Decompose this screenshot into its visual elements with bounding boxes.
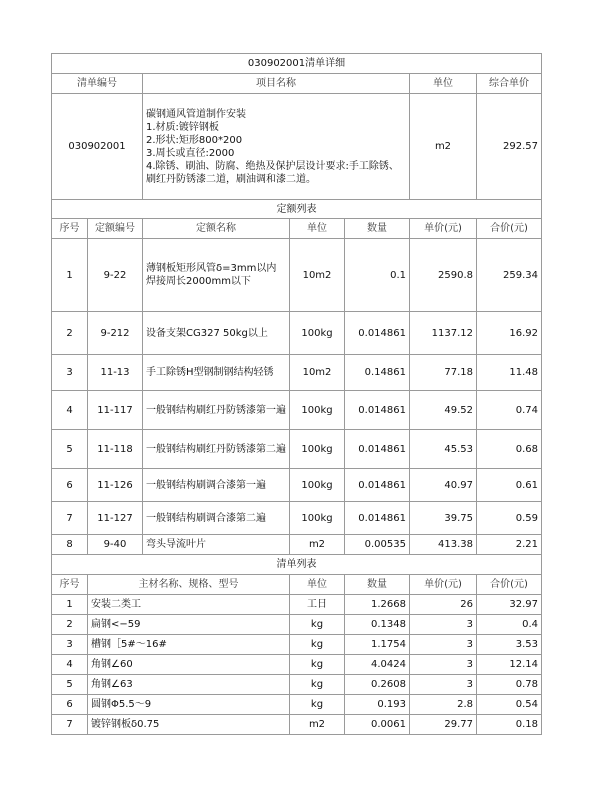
quota-header-cell: 定额编号 <box>88 219 143 239</box>
quota-cell: 100kg <box>290 469 345 502</box>
quota-header-cell: 定额名称 <box>143 219 290 239</box>
quota-cell: 1 <box>52 239 88 312</box>
bill-detail-table <box>51 53 542 575</box>
quota-cell: 9-212 <box>88 312 143 355</box>
materials-cell: 3 <box>410 655 477 675</box>
col-header-unit: 单位 <box>410 74 477 94</box>
materials-cell: 26 <box>410 595 477 615</box>
materials-cell: 0.2608 <box>345 675 410 695</box>
materials-header-cell: 合价(元) <box>477 575 542 595</box>
quota-cell: 0.014861 <box>345 502 410 535</box>
materials-cell: kg <box>290 635 345 655</box>
quota-cell: 5 <box>52 430 88 469</box>
materials-header-row <box>52 575 542 595</box>
materials-cell: 0.18 <box>477 715 542 735</box>
materials-cell: 0.1348 <box>345 615 410 635</box>
materials-row <box>52 595 542 615</box>
quota-cell: 100kg <box>290 312 345 355</box>
quota-cell: 一般钢结构刷调合漆第一遍 <box>143 469 290 502</box>
quota-header-cell: 合价(元) <box>477 219 542 239</box>
materials-header-cell: 主材名称、规格、型号 <box>88 575 290 595</box>
quota-cell: 11-127 <box>88 502 143 535</box>
materials-row <box>52 615 542 635</box>
materials-cell: 3 <box>410 635 477 655</box>
materials-cell: 3 <box>410 675 477 695</box>
quota-cell: 100kg <box>290 391 345 430</box>
quota-header-cell: 单价(元) <box>410 219 477 239</box>
materials-row <box>52 715 542 735</box>
materials-cell: 角钢∠63 <box>88 675 290 695</box>
quota-cell: 11-117 <box>88 391 143 430</box>
materials-cell: 3.53 <box>477 635 542 655</box>
quota-header-row <box>52 219 542 239</box>
materials-header-cell: 单价(元) <box>410 575 477 595</box>
quota-cell: 设备支架CG327 50kg以上 <box>143 312 290 355</box>
quota-section-title: 定额列表 <box>52 200 542 219</box>
materials-cell: kg <box>290 615 345 635</box>
materials-cell: 0.78 <box>477 675 542 695</box>
materials-row <box>52 655 542 675</box>
quota-cell: 11-118 <box>88 430 143 469</box>
col-header-price: 综合单价 <box>477 74 542 94</box>
materials-cell: 3 <box>410 615 477 635</box>
quota-header-cell: 数量 <box>345 219 410 239</box>
materials-cell: 角钢∠60 <box>88 655 290 675</box>
materials-cell: 圆钢Φ5.5～9 <box>88 695 290 715</box>
quota-cell: 手工除锈H型钢制钢结构轻锈 <box>143 355 290 391</box>
quota-cell: 0.1 <box>345 239 410 312</box>
materials-cell: 槽钢［5#～16# <box>88 635 290 655</box>
materials-section-title: 清单列表 <box>52 555 542 575</box>
quota-cell: 40.97 <box>410 469 477 502</box>
materials-cell: 1.1754 <box>345 635 410 655</box>
quota-cell: 0.59 <box>477 502 542 535</box>
quota-cell: 7 <box>52 502 88 535</box>
materials-row <box>52 635 542 655</box>
materials-cell: 0.0061 <box>345 715 410 735</box>
item-row <box>52 94 542 200</box>
materials-cell: 2.8 <box>410 695 477 715</box>
quota-row <box>52 391 542 430</box>
materials-cell: 0.4 <box>477 615 542 635</box>
materials-cell: 安装二类工 <box>88 595 290 615</box>
quota-cell: 一般钢结构刷红丹防锈漆第二遍 <box>143 430 290 469</box>
col-header-name: 项目名称 <box>143 74 410 94</box>
materials-header-cell: 数量 <box>345 575 410 595</box>
materials-cell: 0.193 <box>345 695 410 715</box>
item-price: 292.57 <box>477 94 542 200</box>
quota-cell: 0.68 <box>477 430 542 469</box>
materials-row <box>52 695 542 715</box>
quota-cell: 0.014861 <box>345 312 410 355</box>
quota-cell: 10m2 <box>290 239 345 312</box>
quota-cell: 弯头导流叶片 <box>143 535 290 555</box>
quota-cell: 0.00535 <box>345 535 410 555</box>
item-code: 030902001 <box>52 94 143 200</box>
quota-cell: m2 <box>290 535 345 555</box>
materials-cell: kg <box>290 695 345 715</box>
item-description: 碳钢通风管道制作安装 1.材质:镀锌钢板 2.形状:矩形800*200 3.周长或直径:2000 4.除锈、刷油、防腐、绝热及保护层设计要求:手工除锈、刷红丹防锈漆二道，刷油调和漆二道。 <box>143 94 410 200</box>
quota-cell: 45.53 <box>410 430 477 469</box>
materials-header-cell: 序号 <box>52 575 88 595</box>
materials-cell: 2 <box>52 615 88 635</box>
quota-row <box>52 239 542 312</box>
quota-cell: 0.61 <box>477 469 542 502</box>
quota-cell: 3 <box>52 355 88 391</box>
quota-cell: 一般钢结构刷调合漆第二遍 <box>143 502 290 535</box>
quota-cell: 2.21 <box>477 535 542 555</box>
quota-cell: 16.92 <box>477 312 542 355</box>
quota-cell: 11-13 <box>88 355 143 391</box>
quota-row <box>52 355 542 391</box>
materials-cell: 4 <box>52 655 88 675</box>
quota-cell: 0.14861 <box>345 355 410 391</box>
quota-row <box>52 535 542 555</box>
materials-cell: 3 <box>52 635 88 655</box>
quota-cell: 0.014861 <box>345 391 410 430</box>
materials-cell: 1 <box>52 595 88 615</box>
materials-cell: kg <box>290 675 345 695</box>
materials-cell: 6 <box>52 695 88 715</box>
materials-cell: kg <box>290 655 345 675</box>
quota-row <box>52 312 542 355</box>
materials-cell: 12.14 <box>477 655 542 675</box>
materials-cell: 32.97 <box>477 595 542 615</box>
quota-cell: 0.74 <box>477 391 542 430</box>
quota-row <box>52 502 542 535</box>
materials-cell: 29.77 <box>410 715 477 735</box>
quota-cell: 100kg <box>290 430 345 469</box>
materials-cell: 工日 <box>290 595 345 615</box>
quota-cell: 11.48 <box>477 355 542 391</box>
quota-cell: 77.18 <box>410 355 477 391</box>
materials-table <box>51 574 542 735</box>
quota-cell: 413.38 <box>410 535 477 555</box>
quota-cell: 0.014861 <box>345 469 410 502</box>
materials-cell: 5 <box>52 675 88 695</box>
quota-cell: 39.75 <box>410 502 477 535</box>
quota-row <box>52 430 542 469</box>
materials-cell: m2 <box>290 715 345 735</box>
quota-row <box>52 469 542 502</box>
materials-cell: 0.54 <box>477 695 542 715</box>
materials-cell: 扁钢<−59 <box>88 615 290 635</box>
materials-row <box>52 675 542 695</box>
page-title: 030902001清单详细 <box>52 54 542 74</box>
quota-cell: 0.014861 <box>345 430 410 469</box>
materials-cell: 4.0424 <box>345 655 410 675</box>
quota-cell: 100kg <box>290 502 345 535</box>
quota-cell: 2 <box>52 312 88 355</box>
item-header-row <box>52 74 542 94</box>
quota-cell: 2590.8 <box>410 239 477 312</box>
materials-cell: 镀锌钢板δ0.75 <box>88 715 290 735</box>
quota-cell: 9-22 <box>88 239 143 312</box>
quota-cell: 1137.12 <box>410 312 477 355</box>
materials-cell: 7 <box>52 715 88 735</box>
quota-cell: 9-40 <box>88 535 143 555</box>
quota-cell: 49.52 <box>410 391 477 430</box>
quota-cell: 一般钢结构刷红丹防锈漆第一遍 <box>143 391 290 430</box>
quota-cell: 4 <box>52 391 88 430</box>
quota-cell: 8 <box>52 535 88 555</box>
materials-cell: 1.2668 <box>345 595 410 615</box>
quota-cell: 11-126 <box>88 469 143 502</box>
quota-cell: 259.34 <box>477 239 542 312</box>
quota-cell: 6 <box>52 469 88 502</box>
quota-cell: 薄钢板矩形风管δ=3mm以内焊接周长2000mm以下 <box>143 239 290 312</box>
quota-header-cell: 单位 <box>290 219 345 239</box>
col-header-code: 清单编号 <box>52 74 143 94</box>
item-unit: m2 <box>410 94 477 200</box>
materials-header-cell: 单位 <box>290 575 345 595</box>
quota-cell: 10m2 <box>290 355 345 391</box>
quota-header-cell: 序号 <box>52 219 88 239</box>
